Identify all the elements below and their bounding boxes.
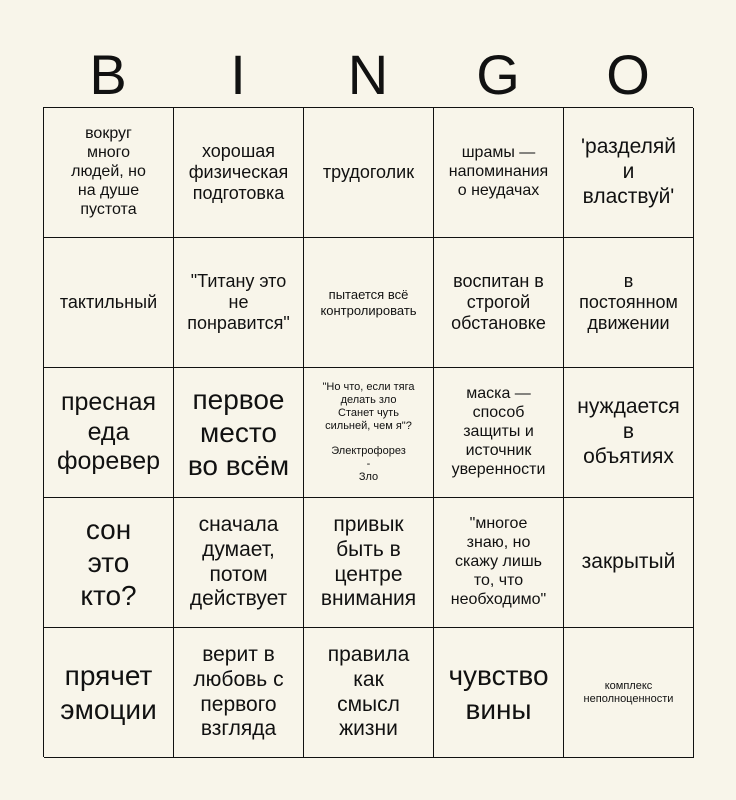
bingo-cell[interactable]: правила как смысл жизни [304,628,434,758]
bingo-cell[interactable]: вокруг много людей, но на душе пустота [44,108,174,238]
bingo-cell[interactable]: прячет эмоции [44,628,174,758]
bingo-cell[interactable]: "Титану это не понравится" [174,238,304,368]
bingo-cell[interactable]: чувство вины [434,628,564,758]
bingo-cell[interactable]: маска — способ защиты и источник уверенности [434,368,564,498]
bingo-cell[interactable]: в постоянном движении [564,238,694,368]
bingo-cell[interactable]: закрытый [564,498,694,628]
header-letter-i: I [230,43,246,106]
bingo-cell[interactable]: пытается всё контролировать [304,238,434,368]
bingo-cell[interactable]: комплекс неполноценности [564,628,694,758]
bingo-grid [43,107,693,757]
header-letter-g: G [476,43,520,106]
header-letter-n: N [347,43,389,106]
bingo-header [43,42,693,108]
bingo-cell[interactable]: нуждается в объятиях [564,368,694,498]
bingo-cell[interactable]: шрамы — напоминания о неудачах [434,108,564,238]
bingo-cell[interactable]: "Но что, если тяга делать зло Станет чуть сильней, чем я"? Электрофорез - Зло [304,368,434,498]
header-letter-o: O [606,43,650,106]
bingo-cell[interactable]: воспитан в строгой обстановке [434,238,564,368]
bingo-cell[interactable]: верит в любовь с первого взгляда [174,628,304,758]
bingo-cell[interactable]: пресная еда форевер [44,368,174,498]
bingo-cell[interactable]: хорошая физическая подготовка [174,108,304,238]
bingo-cell[interactable]: 'разделяй и властвуй' [564,108,694,238]
bingo-cell[interactable]: первое место во всём [174,368,304,498]
bingo-cell[interactable]: "многое знаю, но скажу лишь то, что необходимо" [434,498,564,628]
bingo-cell[interactable]: тактильный [44,238,174,368]
bingo-cell[interactable]: привык быть в центре внимания [304,498,434,628]
bingo-cell[interactable]: трудоголик [304,108,434,238]
header-letter-b: B [89,43,127,106]
bingo-cell[interactable]: сначала думает, потом действует [174,498,304,628]
bingo-cell[interactable]: сон это кто? [44,498,174,628]
